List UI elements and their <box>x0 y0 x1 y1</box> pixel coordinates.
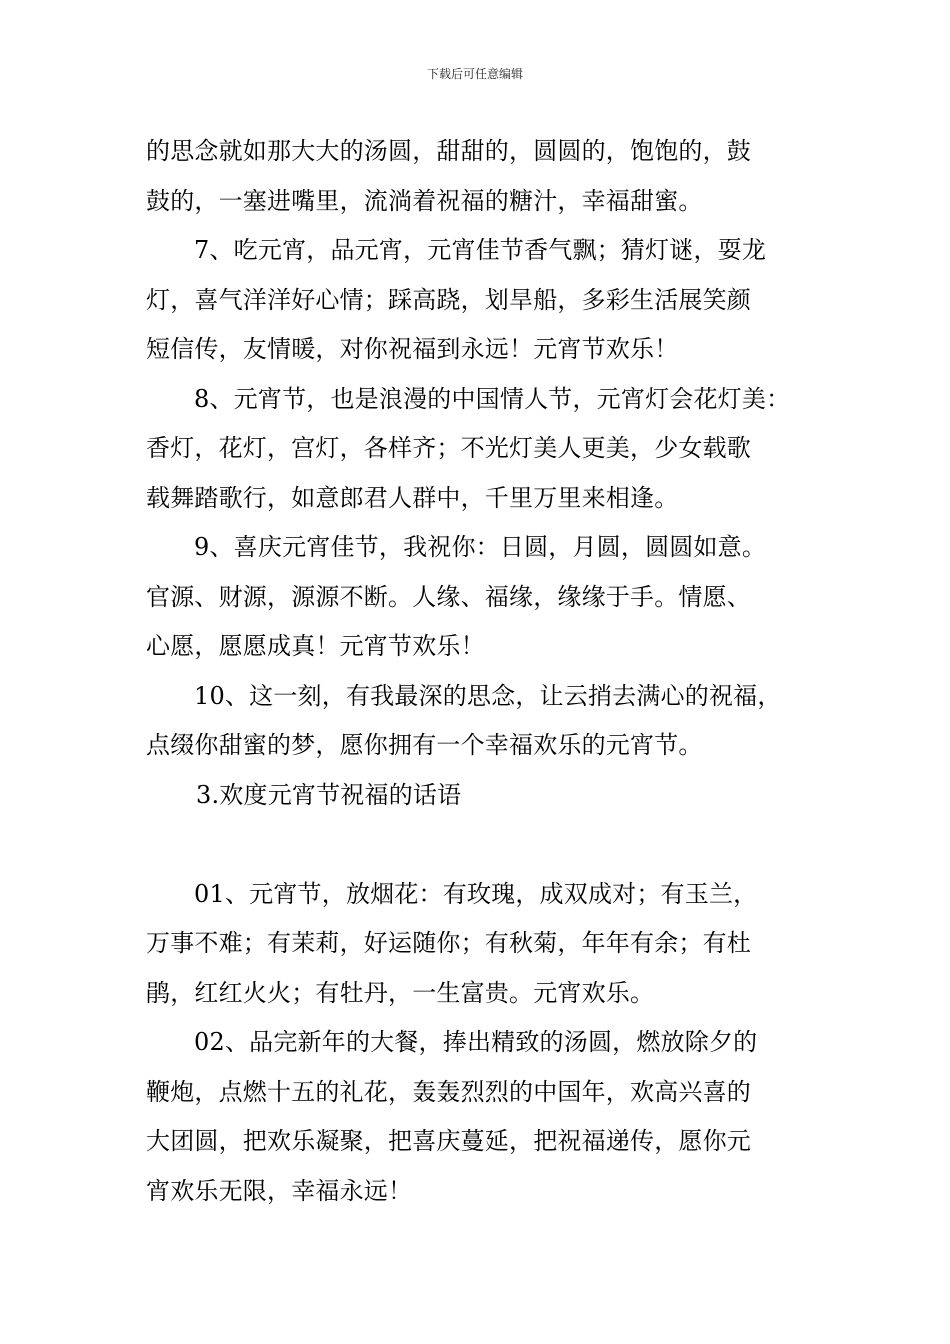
paragraph-item-10: 10、这一刻，有我最深的思念，让云捎去满心的祝福， 点缀你甜蜜的梦，愿你拥有一个幸福欢乐的元宵节。 <box>146 681 782 759</box>
section-heading: 3.欢度元宵节祝福的话语 <box>196 780 462 809</box>
paragraph-item-7: 7、吃元宵，品元宵，元宵佳节香气飘；猜灯谜，耍龙 灯，喜气洋洋好心情；踩高跷，划旱船，多彩生活展笑颜 短信传，友情暖，对你祝福到永远！元宵节欢乐！ <box>146 236 767 363</box>
blank-line <box>146 820 836 870</box>
paragraph-continuation: 的思念就如那大大的汤圆，甜甜的，圆圆的，饱饱的，鼓 鼓的，一塞进嘴里，流淌着祝福的糖汁，幸福甜蜜。 <box>146 137 751 215</box>
page-header: 下载后可任意编辑 <box>426 67 523 81</box>
paragraph-item-8: 8、元宵节，也是浪漫的中国情人节，元宵灯会花灯美： 香灯，花灯，宫灯，各样齐；不光灯美人更美，少女载歌 载舞踏歌行，如意郎君人群中，千里万里来相逢。 <box>146 384 791 512</box>
paragraph-item-9: 9、喜庆元宵佳节，我祝你：日圆，月圆，圆圆如意。 官源、财源，源源不断。人缘、福缘，缘缘于手。情愿、 心愿，愿愿成真！元宵节欢乐！ <box>146 533 767 660</box>
paragraph-item-01: 01、元宵节，放烟花：有玫瑰，成双成对；有玉兰， 万事不难；有茉莉，好运随你；有秋菊，年年有余；有杜 鹃，红红火火；有牡丹，一生富贵。元宵欢乐。 <box>146 879 758 1007</box>
document-body <box>146 127 836 1216</box>
paragraph-item-02: 02、品完新年的大餐，捧出精致的汤圆，燃放除夕的 鞭炮，点燃十五的礼花，轰轰烈烈的中国年，欢高兴喜的 大团圆，把欢乐凝聚，把喜庆蔓延，把祝福递传，愿你元 宵欢乐无限，幸福永远！ <box>146 1028 758 1205</box>
